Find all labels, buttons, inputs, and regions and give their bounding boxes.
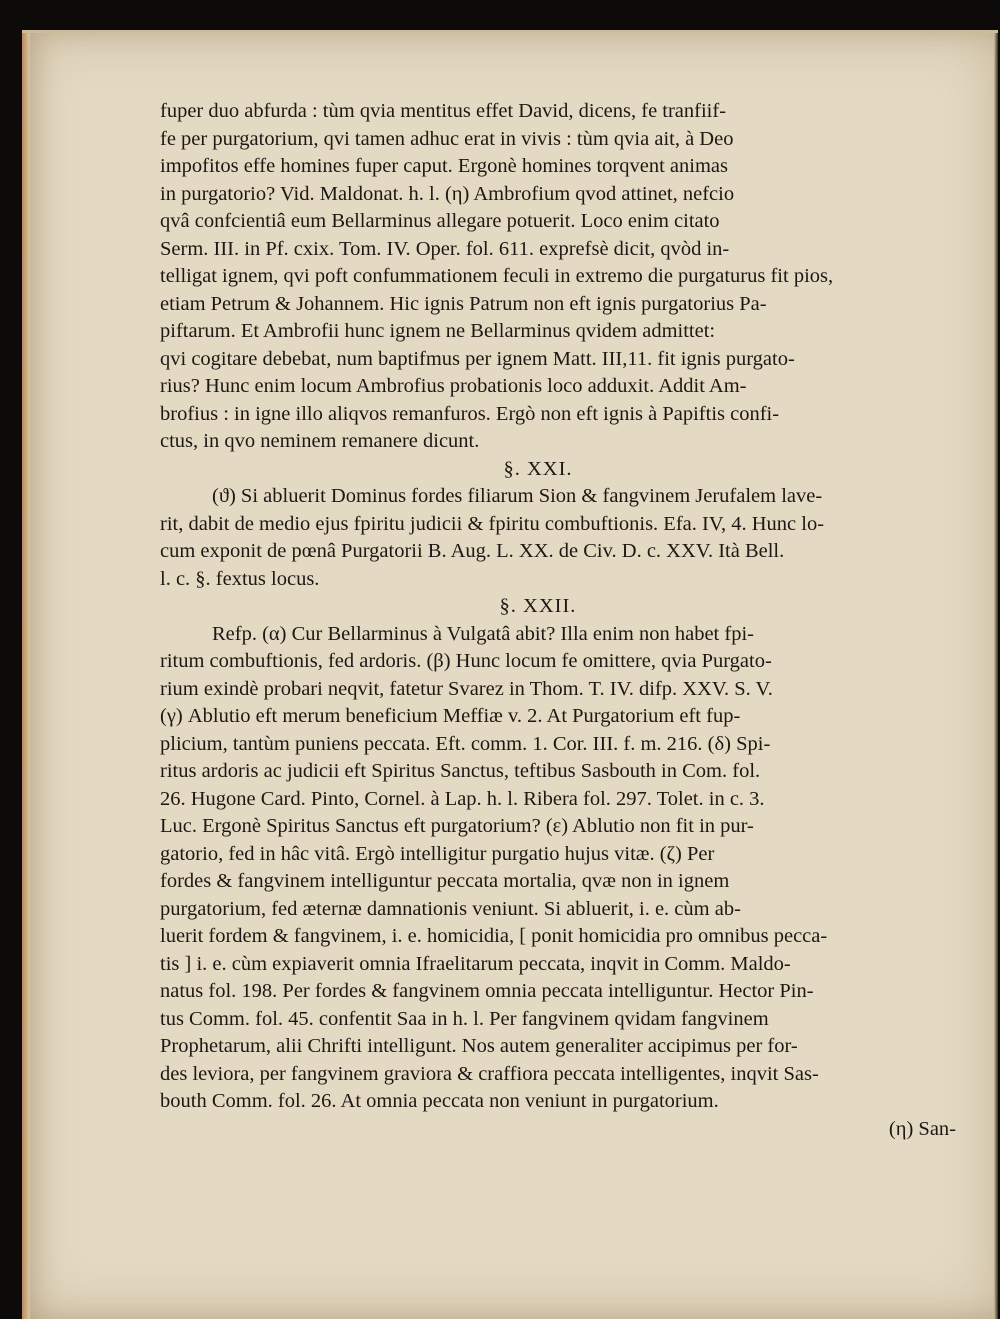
section-heading-xxii: §. XXII. [499, 595, 577, 617]
text-line: fordes & fangvinem intelliguntur peccata mortalia, qvæ non in ignem [160, 870, 730, 892]
text-line: piftarum. Et Ambrofii hunc ignem ne Bellarminus qvidem admittet: [160, 320, 716, 342]
text-line: natus fol. 198. Per fordes & fangvinem omnia peccata intelliguntur. Hector Pin- [160, 980, 814, 1002]
text-line: des leviora, per fangvinem graviora & craffiora peccata intelligentes, inqvit Sas- [160, 1062, 819, 1085]
page-right-edge [994, 30, 998, 1319]
text-line: (γ) Ablutio eft merum beneficium Meffiæ v. 2. At Purgatorium eft fup- [160, 705, 741, 727]
page-gutter-shadow [22, 30, 30, 1319]
text-line: rit, dabit de medio ejus fpiritu judicii & fpiritu combuftionis. Efa. IV, 4. Hunc lo- [160, 512, 825, 535]
text-line: rius? Hunc enim locum Ambrofius probationis loco adduxit. Addit Am- [160, 375, 747, 397]
text-line: impofitos effe homines fuper caput. Ergonè homines torqvent animas [160, 155, 728, 177]
text-line: tus Comm. fol. 45. confentit Saa in h. l. Per fangvinem qvidam fangvinem [160, 1007, 769, 1030]
text-line: 26. Hugone Card. Pinto, Cornel. à Lap. h. l. Ribera fol. 297. Tolet. in c. 3. [160, 787, 765, 810]
text-line: ritum combuftionis, fed ardoris. (β) Hunc locum fe omittere, qvia Purgato- [160, 650, 772, 672]
text-line: ctus, in qvo neminem remanere dicunt. [160, 430, 480, 452]
text-line: Prophetarum, alii Chrifti intelligunt. Nos autem generaliter accipimus per for- [160, 1035, 798, 1057]
text-line: fuper duo abfurda : tùm qvia mentitus effet David, dicens, fe tranfiif- [160, 100, 727, 122]
text-line: gatorio, fed in hâc vitâ. Ergò intelligitur purgatio hujus vitæ. (ζ) Per [160, 842, 715, 865]
text-line: plicium, tantùm puniens peccata. Eft. comm. 1. Cor. III. f. m. 216. (δ) Spi- [160, 732, 771, 755]
text-line: l. c. §. fextus locus. [160, 567, 320, 590]
page-top-edge [22, 30, 998, 33]
catchword: (η) San- [888, 1117, 956, 1140]
text-line: luerit fordem & fangvinem, i. e. homicidia, [ ponit homicidia pro omnibus pecca- [160, 925, 828, 947]
text-line: cum exponit de pœnâ Purgatorii B. Aug. L. XX. de Civ. D. c. XXV. Ità Bell. [160, 540, 785, 562]
text-line: qvâ confcientiâ eum Bellarminus allegare potuerit. Loco enim citato [160, 210, 720, 232]
section-heading-xxi: §. XXI. [503, 457, 573, 480]
text-line: purgatorium, fed æternæ damnationis veniunt. Si abluerit, i. e. cùm ab- [160, 897, 741, 920]
text-line: bouth Comm. fol. 26. At omnia peccata non veniunt in purgatorium. [160, 1090, 719, 1112]
book-page [22, 30, 998, 1319]
text-line: etiam Petrum & Johannem. Hic ignis Patrum non eft ignis purgatorius Pa- [160, 292, 767, 315]
text-line: Serm. III. in Pf. cxix. Tom. IV. Oper. fol. 611. exprefsè dicit, qvòd in- [160, 237, 730, 260]
text-line: rium exindè probari neqvit, fatetur Svarez in Thom. T. IV. difp. XXV. S. V. [160, 677, 773, 700]
text-line: qvi cogitare debebat, num baptifmus per ignem Matt. III,11. fit ignis purgato- [160, 347, 795, 370]
text-line: Luc. Ergonè Spiritus Sanctus eft purgatorium? (ε) Ablutio non fit in pur- [160, 815, 754, 837]
text-line: fe per purgatorium, qvi tamen adhuc erat in vivis : tùm qvia ait, à Deo [160, 127, 734, 150]
text-line: telligat ignem, qvi poft confummationem feculi in extremo die purgaturus fit pios, [160, 265, 834, 287]
text-line: Refp. (α) Cur Bellarminus à Vulgatâ abit? Illa enim non habet fpi- [212, 622, 754, 645]
text-line: (ϑ) Si abluerit Dominus fordes filiarum Sion & fangvinem Jerufalem lave- [212, 485, 823, 507]
text-line: brofius : in igne illo aliqvos remanfuros. Ergò non eft ignis à Papiftis confi- [160, 402, 780, 425]
text-line: in purgatorio? Vid. Maldonat. h. l. (η) Ambrofium qvod attinet, nefcio [160, 182, 735, 205]
text-line: tis ] i. e. cùm expiaverit omnia Ifraelitarum peccata, inqvit in Comm. Maldo- [160, 952, 791, 975]
page-text-block [160, 98, 956, 1143]
text-line: ritus ardoris ac judicii eft Spiritus Sanctus, teftibus Sasbouth in Com. fol. [160, 760, 761, 782]
